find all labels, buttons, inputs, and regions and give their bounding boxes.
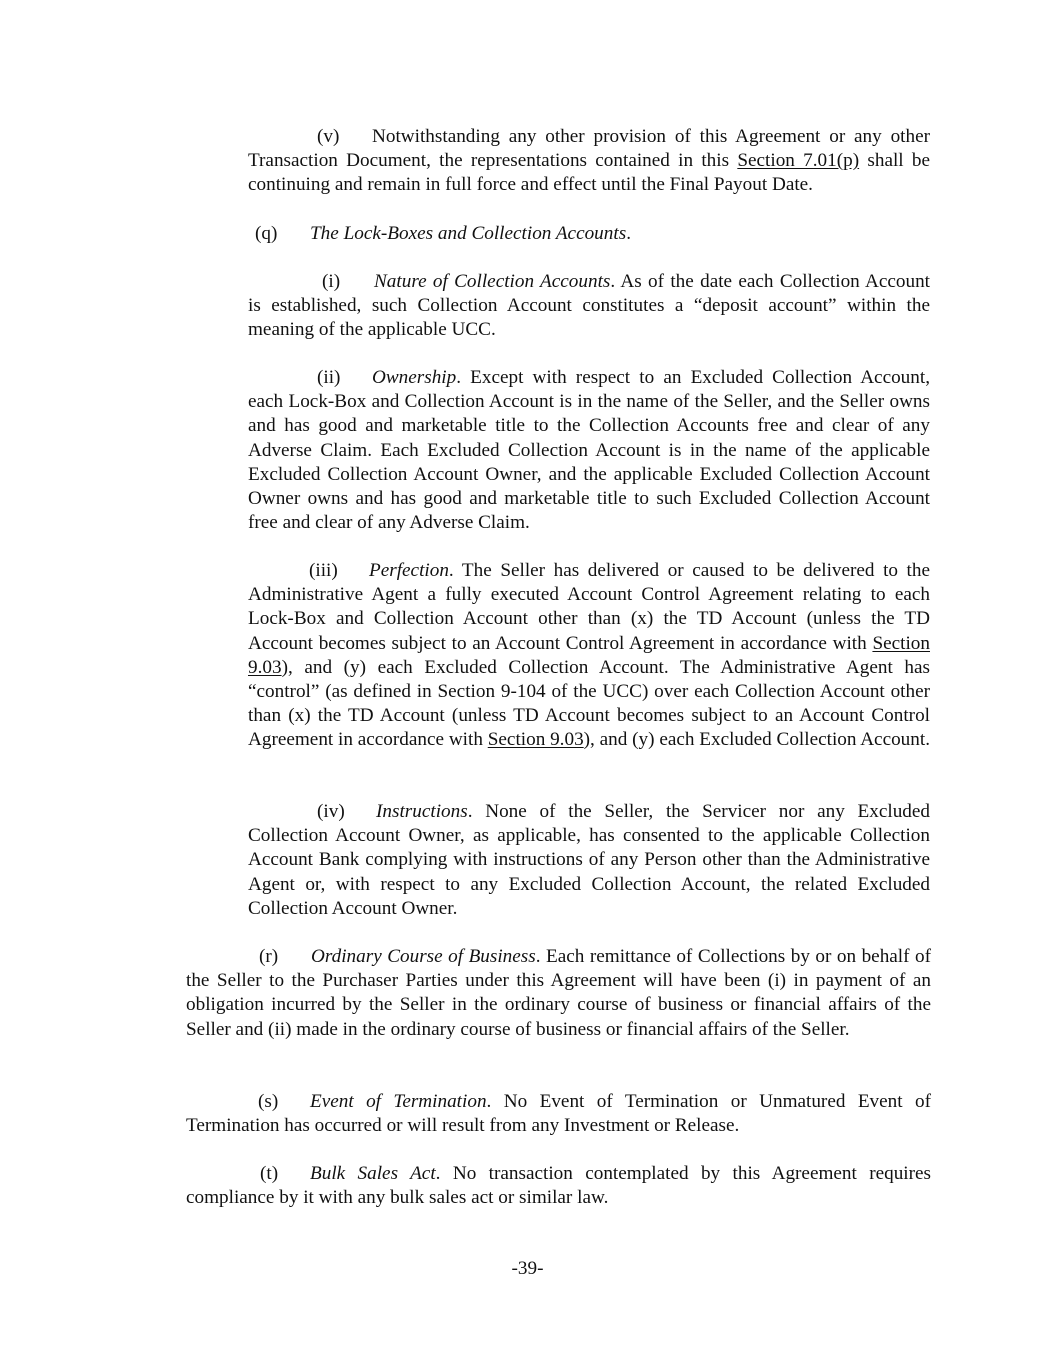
paragraph-iii-label: (iii)	[309, 560, 338, 581]
paragraph-iii-text-1: . The Seller has delivered or caused to be delivered to the Administrative Agent a fully executed Account Control Agreement relating to each Lock-Box and Collection Account other than (x) the TD Account (unless the TD Account becomes subject to an Account Control Agreement in accordance with	[248, 560, 930, 654]
paragraph-iii-text-3: ), and (y) each Excluded Collection Account.	[583, 729, 930, 751]
paragraph-v-label: (v)	[317, 126, 340, 147]
paragraph-i-title: Nature of Collection Accounts	[374, 271, 611, 292]
paragraph-s-text: . No Event of Termination or Unmatured Event of Termination has occurred or will result from any Investment or Release.	[186, 1091, 931, 1137]
heading-q-label: (q)	[255, 223, 278, 244]
paragraph-iv-text: . None of the Seller, the Servicer nor any Excluded Collection Account Owner, as applicable, has consented to the applicable Collection Account Bank complying with instructions of any Person other than the Administrative Agent or, with respect to any Excluded Collection Account, the related Excluded Collection Account Owner.	[248, 801, 930, 919]
paragraph-ii	[248, 366, 930, 535]
paragraph-v	[248, 125, 930, 198]
paragraph-iv-label: (iv)	[317, 801, 345, 822]
page-number: -39-	[511, 1258, 544, 1279]
section-9-03-link-2[interactable]: Section 9.03	[487, 729, 584, 751]
paragraph-ii-label: (ii)	[317, 367, 341, 388]
paragraph-iv	[248, 800, 930, 921]
paragraph-v-text-2: shall be continuing and remain in full force and effect until the Final Payout Date.	[248, 150, 930, 196]
paragraph-s-label: (s)	[258, 1091, 279, 1112]
paragraph-t	[186, 1162, 931, 1210]
paragraph-i-label: (i)	[322, 271, 341, 292]
section-9-03-link-1[interactable]: Section 9.03	[248, 632, 930, 678]
paragraph-t-text: . No transaction contemplated by this Agreement requires compliance by it with any bulk sales act or similar law.	[186, 1163, 932, 1209]
paragraph-i-text: . As of the date each Collection Account is established, such Collection Account constitutes a “deposit account” within the meaning of the applicable UCC.	[248, 271, 931, 341]
paragraph-s	[186, 1090, 931, 1138]
heading-q-period: .	[626, 223, 631, 244]
paragraph-iii-text-2: ), and (y) each Excluded Collection Account. The Administrative Agent has “control” (as defined in Section 9-104 of the UCC) over each Collection Account other than (x) the TD Account (unless TD Account becomes subject to an Account Control Agreement in accordance with	[248, 656, 930, 751]
paragraph-s-title: Event of Termination	[310, 1091, 487, 1112]
heading-q-title: The Lock-Boxes and Collection Accounts	[310, 223, 627, 244]
paragraph-ii-text: . Except with respect to an Excluded Collection Account, each Lock-Box and Collection Account is in the name of the Seller, and the Seller owns and has good and marketable title to the Collection Accounts free and clear of any Adverse Claim. Each Excluded Collection Account is in the name of the applicable Excluded Collection Account Owner, and the applicable Excluded Collection Account Owner owns and has good and marketable title to such Excluded Collection Account free and clear of any Adverse Claim.	[248, 367, 930, 534]
paragraph-r-label: (r)	[259, 946, 279, 967]
paragraph-iii-title: Perfection	[369, 560, 449, 581]
paragraph-iv-title: Instructions	[376, 801, 468, 822]
section-7-01p-link[interactable]: Section 7.01(p)	[737, 150, 860, 172]
paragraph-i	[248, 270, 930, 343]
paragraph-t-title: Bulk Sales Act	[310, 1163, 436, 1184]
paragraph-ii-title: Ownership	[372, 367, 457, 388]
paragraph-r-title: Ordinary Course of Business	[311, 946, 536, 967]
paragraph-v-text-1: Notwithstanding any other provision of this Agreement or any other Transaction Document, the representations contained in this	[248, 126, 930, 172]
paragraph-iii	[248, 559, 930, 753]
heading-q	[248, 222, 930, 246]
paragraph-r-text: . Each remittance of Collections by or on behalf of the Seller to the Purchaser Parties under this Agreement will have been (i) in payment of an obligation incurred by the Seller in the ordinary course of business or financial affairs of the Seller and (ii) made in the ordinary course of business or financial affairs of the Seller.	[186, 946, 932, 1040]
paragraph-r	[186, 945, 931, 1042]
paragraph-t-label: (t)	[260, 1163, 279, 1184]
